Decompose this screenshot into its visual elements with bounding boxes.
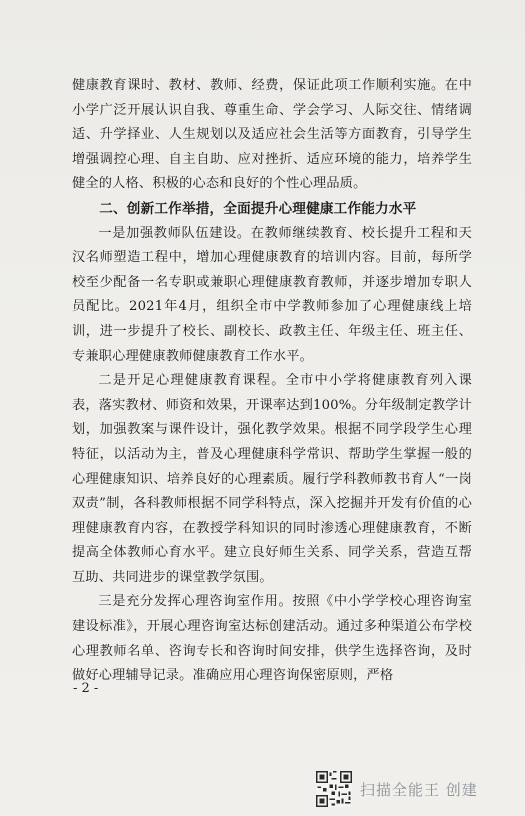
qr-code-icon (316, 771, 352, 807)
paragraph-courses: 二是开足心理健康教育课程。全市中小学将健康教育列入课表，落实教材、师资和效果，开课率达到100%。分年级制定教学计划，加强教案与课件设计，强化教学效果。根据不同学段学生心理特征，以活动为主，普及心理健康科学常识、帮助学生掌握一般的心理健康知识、培养良好的心理素质。履行学科教师教书育人“一岗双责”制，各科教师根据不同学科特点，深入挖掘并开发有价值的心理健康教育内容，在教授学科知识的同时渗透心理健康教育，不断提高全体教师心育水平。建立良好师生关系、同学关系，营造互帮互助、共同进步的课堂教学氛围。 (72, 373, 472, 585)
page-number: - 2 - (73, 681, 99, 696)
intro-paragraph: 健康教育课时、教材、教师、经费，保证此项工作顺利实施。在中小学广泛开展认识自我、尊重生命、学会学习、人际交往、情绪调适、升学择业、人生规划以及适应社会生活等方面教育，引导学生增强调控心理、自主自助、应对挫折、适应环境的能力，培养学生健全的人格、积极的心态和良好的个性心理品质。 (72, 78, 472, 192)
scanner-watermark (316, 771, 478, 807)
paragraph-counseling-room: 三是充分发挥心理咨询室作用。按照《中小学学校心理咨询室建设标准》，开展心理咨询室达标创建活动。通过多种渠道公布学校心理教师名单、咨询专长和咨询时间安排，供学生选择咨询，及时做好心理辅导记录。准确应用心理咨询保密原则，严格 (72, 594, 472, 684)
document-body (72, 74, 472, 689)
paragraph-teacher-training: 一是加强教师队伍建设。在教师继续教育、校长提升工程和天汉名师塑造工程中，增加心理健康教育的培训内容。目前，每所学校至少配备一名专职或兼职心理健康教育教师，并逐步增加专职人员配比。2021年4月，组织全市中学教师参加了心理健康线上培训，进一步提升了校长、副校长、政教主任、年级主任、班主任、专兼职心理健康教师健康教育工作水平。 (72, 225, 472, 364)
watermark-text: 扫描全能王 创建 (360, 780, 478, 799)
section-heading: 二、创新工作举措，全面提升心理健康工作能力水平 (99, 200, 417, 217)
